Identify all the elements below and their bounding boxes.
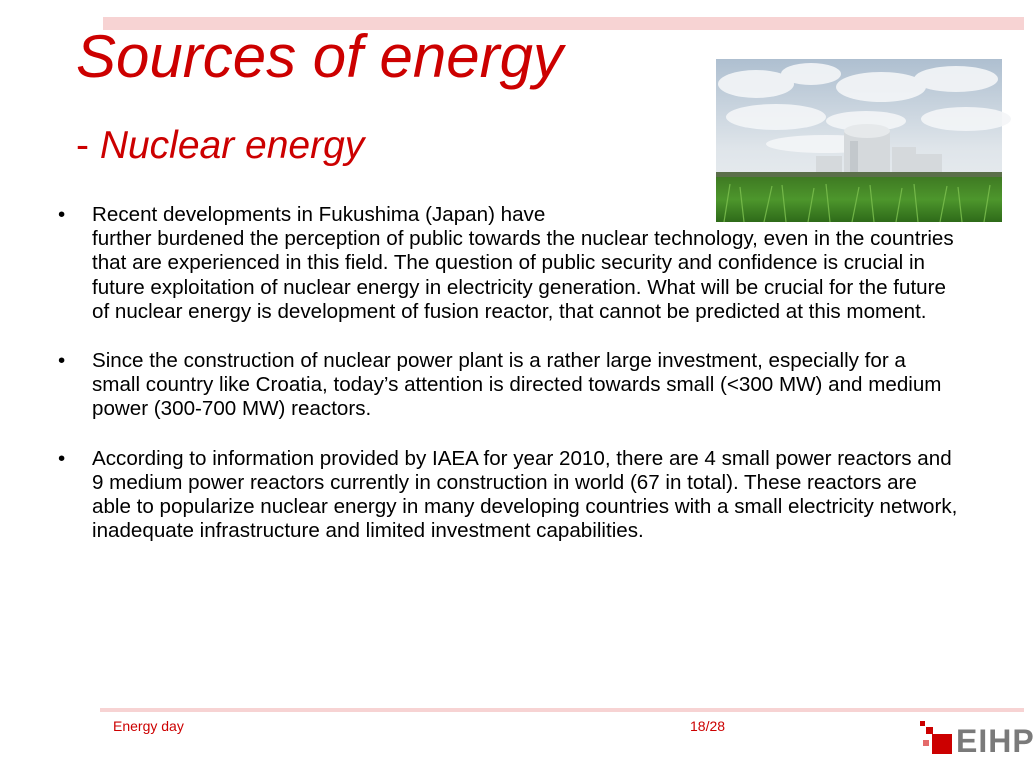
bullet-item [58,447,958,544]
slide-title: Sources of energy [76,23,563,90]
subtitle-text: Nuclear energy [99,124,365,167]
footer-event-name: Energy day [113,718,184,734]
bullet-text: Since the construction of nuclear power plant is a rather large investment, especially for a small country like Croatia, today’s attention is directed towards small (<300 MW) and medium power (300-700 MW) reactors. [92,349,942,421]
logo-text: EIHP [956,723,1035,759]
eihp-logo [918,718,1035,760]
bullet-list [58,203,958,543]
bullet-item [58,349,958,422]
bullet-text: According to information provided by IAEA for year 2010, there are 4 small power reactors and 9 medium power reactors currently in construction in world (67 in total). These reactors are able to popularize nuclear energy in many developing countries with a small electricity network, inadequate infrastructure and limited investment capabilities. [92,446,958,543]
bullet-marker: • [58,203,66,226]
subtitle-dash: - [76,124,100,167]
bullet-text-first-line: Recent developments in Fukushima (Japan) have [92,203,546,226]
page-number: 18/28 [690,718,726,734]
slide-subtitle [76,120,364,172]
nuclear-plant-photo [716,59,1002,222]
eihp-logo-icon [918,718,954,760]
bottom-decorative-rule [100,708,1024,712]
bullet-marker: • [58,349,66,373]
bullet-marker: • [58,446,66,470]
bullet-text: further burdened the perception of public towards the nuclear technology, even in the countries that are experienced in this field. The question of public security and confidence is crucial in future exploitation of nuclear energy in electricity generation. What will be crucial for the future of nuclear energy is development of fusion reactor, that cannot be predicted at this moment. [92,227,954,323]
bullet-item [58,203,958,324]
